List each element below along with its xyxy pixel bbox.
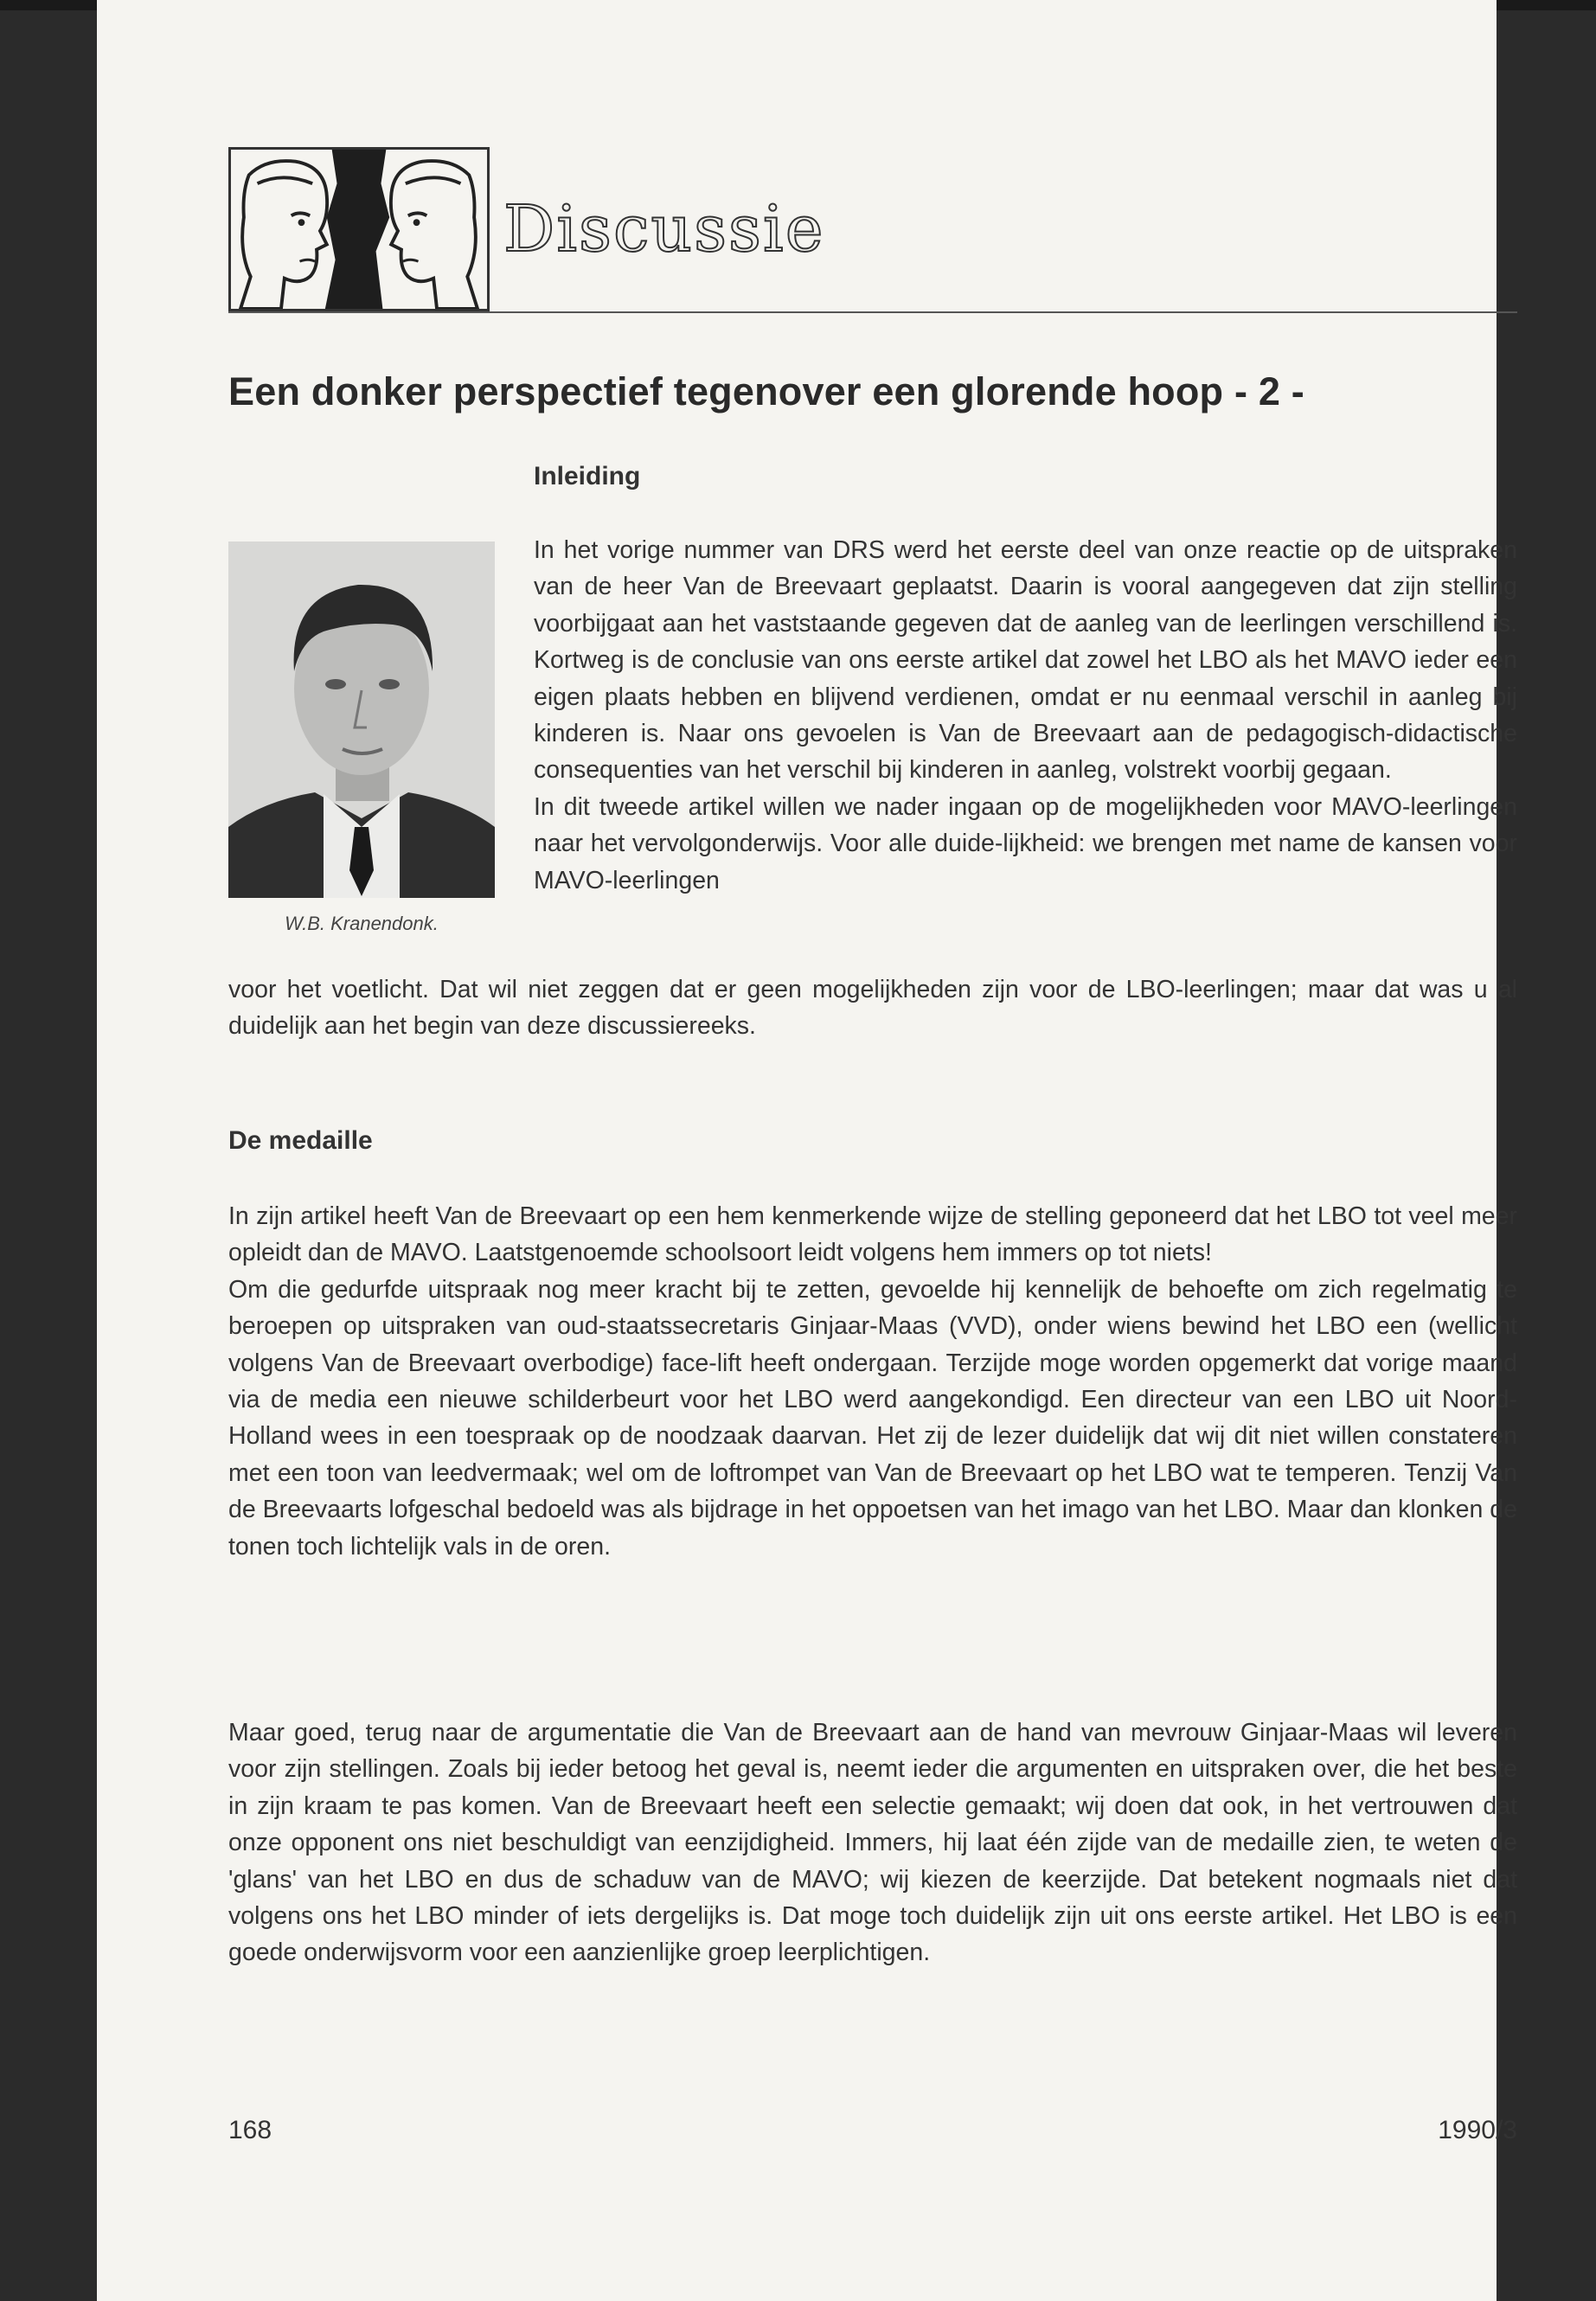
author-photo <box>228 542 495 898</box>
page-number: 168 <box>228 2116 272 2144</box>
article-title: Een donker perspectief tegenover een glorende hoop - 2 - <box>228 369 1304 413</box>
medaille-paragraph-2: Om die gedurfde uitspraak nog meer kracht bij te zetten, gevoelde hij kennelijk de behoefte om zich regelmatig te beroepen op uitspraken van oud-staatssecretaris Ginjaar-Maas (VVD), onder wiens bewind het LBO een (wellicht volgens Van de Breevaart overbodige) face-lift heeft ondergaan. Terzijde moge worden opgemerkt dat vorige maand via de media een nieuwe schilderbeurt voor het LBO werd aangekondigd. Een directeur van een LBO uit Noord-Holland wees in een toespraak op de noodzaak daarvan. Het zij de lezer duidelijk dat wij dit niet willen constateren met een toon van leedvermaak; wel om de loftrompet van Van de Breevaart op het LBO wat te temperen. Tenzij Van de Breevaarts lofgeschal bedoeld was als bijdrage in het oppoetsen van het imago van het LBO. Maar dan klonken de tonen toch lichtelijk vals in de oren. <box>228 1275 1517 1561</box>
intro-paragraph-2b: voor het voetlicht. Dat wil niet zeggen dat er geen mogelijkheden zijn voor de LBO-leerlingen; maar dat was u al duidelijk aan het begin van deze discussiereeks. <box>228 976 1517 1041</box>
medaille-text <box>228 1198 1517 1565</box>
medaille-paragraph-3: Maar goed, terug naar de argumentatie die Van de Breevaart aan de hand van mevrouw Ginjaar-Maas wil leveren voor zijn stellingen. Zoals bij ieder betoog het geval is, neemt ieder die argumenten en uitspraken over, die het beste in zijn kraam te pas komen. Van de Breevaart heeft een selectie gemaakt; wij doen dat ook, in het vertrouwen dat onze opponent ons niet beschuldigt van eenzijdigheid. Immers, hij laat één zijde van de medaille zien, te weten de 'glans' van het LBO en dus de schaduw van de MAVO; wij kiezen de keerzijde. Dat betekent nogmaals niet dat volgens ons het LBO minder of iets dergelijks is. Dat moge toch duidelijk zijn uit ons eerste artikel. Het LBO is een goede onderwijsvorm voor een aanzienlijke groep leerplichtigen. <box>228 1719 1517 1967</box>
medaille-text-2 <box>228 1715 1517 1971</box>
intro-text-continued <box>228 971 1517 1045</box>
intro-heading: Inleiding <box>534 462 641 490</box>
page-sheet <box>97 0 1517 2301</box>
intro-paragraph-1: In het vorige nummer van DRS werd het eerste deel van onze reactie op de uitspraken van de heer Van de Breevaart geplaatst. Daarin is vooral aangegeven dat zijn stelling voorbijgaat aan het vaststaande gegeven dat de aanleg van de leerlingen verschillend is. Kortweg is de conclusie van ons eerste artikel dat zowel het LBO als het MAVO ieder een eigen plaats hebben en blijvend verdienen, omdat er nu eenmaal verschil in aanleg bij kinderen is. Naar ons gevoelen is Van de Breevaart aan de pedagogisch-didactische consequenties van het verschil bij kinderen in aanleg, volstrekt voorbij gegaan. <box>534 536 1517 785</box>
header-divider <box>228 311 1517 313</box>
medaille-heading: De medaille <box>228 1126 373 1155</box>
intro-text <box>534 532 1517 899</box>
medaille-paragraph-1: In zijn artikel heeft Van de Breevaart op een hem kenmerkende wijze de stelling geponeerd dat het LBO tot veel meer opleidt dan de MAVO. Laatstgenoemde schoolsoort leidt volgens hem immers op tot niets! <box>228 1202 1517 1267</box>
discussion-faces-logo <box>228 147 490 311</box>
intro-paragraph-2a: In dit tweede artikel willen we nader ingaan op de mogelijkheden voor MAVO-leerlingen naar het vervolgonderwijs. Voor alle duide-lijkheid: we brengen met name de kansen voor MAVO-leerlingen <box>534 792 1517 894</box>
photo-caption: W.B. Kranendonk. <box>285 913 439 934</box>
section-title: Discussie <box>503 192 825 266</box>
issue-number: 1990/3 <box>1438 2116 1517 2144</box>
